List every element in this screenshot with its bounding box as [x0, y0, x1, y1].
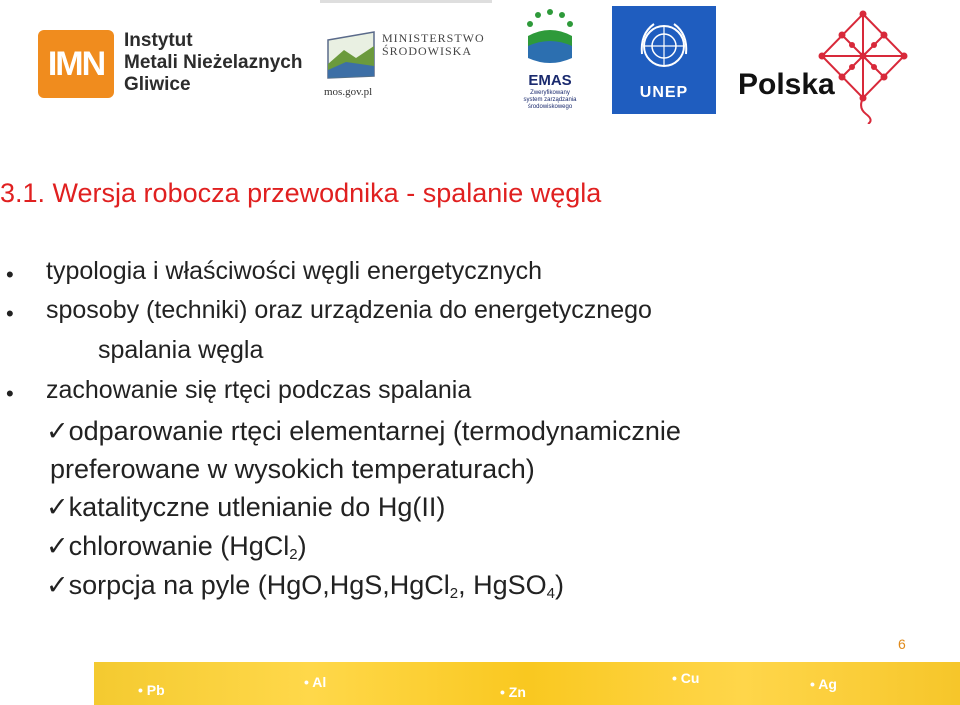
- element-label-zn: • Zn: [500, 684, 526, 700]
- element-ag-text: Ag: [818, 676, 837, 692]
- sorption-text: sorpcja na pyle (HgO,HgS,HgCl: [68, 570, 450, 600]
- ministry-name: [382, 32, 485, 58]
- ministry-url: mos.gov.pl: [324, 86, 373, 98]
- imn-line-3: Gliwice: [124, 74, 191, 95]
- ministry-line-2: ŚRODOWISKA: [382, 44, 473, 58]
- un-emblem-icon: [632, 14, 696, 78]
- imn-name: [124, 30, 302, 96]
- polska-kite-icon: [818, 10, 908, 124]
- checkmark-icon: ✓: [46, 492, 69, 523]
- imn-line-1: Instytut: [124, 30, 193, 51]
- emas-sub-line-1: Zweryfikowany: [530, 90, 570, 96]
- bullet-icon: •: [6, 381, 14, 406]
- sorption-suffix: ): [555, 570, 564, 600]
- footer-strip: [94, 662, 960, 705]
- page-number: 6: [898, 636, 906, 652]
- element-label-pb: • Pb: [138, 682, 165, 698]
- bullet-item-mercury-behaviour: zachowanie się rtęci podczas spalania: [46, 376, 472, 404]
- element-al-text: Al: [312, 674, 327, 690]
- emas-sub-line-3: środowiskowego: [527, 104, 573, 110]
- unep-label: UNEP: [639, 84, 689, 101]
- ministry-emblem-icon: [322, 26, 380, 84]
- bullet-item-combustion-methods: sposoby (techniki) oraz urządzenia do energetycznego: [46, 296, 652, 324]
- checkmark-icon: ✓: [46, 416, 69, 447]
- bullet-item-combustion-methods-cont: spalania węgla: [98, 336, 264, 364]
- imn-badge: IMN: [38, 30, 114, 98]
- polska-wordmark: Polska: [738, 68, 835, 101]
- chlorination-suffix: ): [297, 531, 307, 561]
- check-item-chlorination: [46, 531, 307, 562]
- element-label-al: • Al: [304, 674, 327, 690]
- check-item-vaporization: [46, 416, 681, 447]
- bullet-icon: •: [6, 262, 14, 287]
- check-item-vaporization-cont: preferowane w wysokich temperaturach): [50, 454, 535, 484]
- bullet-item-coal-types: typologia i właściwości węgli energetycznych: [46, 257, 543, 285]
- imn-logo: [38, 28, 318, 100]
- checkmark-icon: ✓: [46, 531, 69, 562]
- element-zn-text: Zn: [508, 684, 526, 700]
- check-item-sorption: [46, 570, 564, 601]
- emas-sub-line-2: system zarządzania: [523, 97, 577, 103]
- element-cu-text: Cu: [680, 670, 700, 686]
- unep-logo: [612, 6, 716, 114]
- emas-subtitle: [512, 90, 588, 111]
- element-label-cu: • Cu: [672, 670, 700, 686]
- ministry-logo: [320, 0, 492, 112]
- emas-emblem-icon: [518, 6, 582, 72]
- bullet-icon: •: [6, 301, 14, 326]
- check-item-oxidation-text: katalityczne utlenianie do Hg(II): [68, 492, 446, 522]
- slide-title: 3.1. Wersja robocza przewodnika - spalanie węgla: [0, 178, 602, 208]
- element-pb-text: Pb: [146, 682, 165, 698]
- chlorination-text: chlorowanie (HgCl: [68, 531, 290, 561]
- checkmark-icon: ✓: [46, 570, 69, 601]
- ministry-line-1: MINISTERSTWO: [382, 31, 485, 45]
- sorption-subscript-1: 2: [449, 585, 459, 602]
- chlorination-subscript: 2: [289, 546, 298, 563]
- sorption-mid: , HgSO: [458, 570, 547, 600]
- emas-label: EMAS: [528, 72, 572, 89]
- imn-line-2: Metali Nieżelaznych: [124, 52, 303, 73]
- sorption-subscript-2: 4: [546, 585, 555, 602]
- check-item-oxidation: [46, 492, 445, 523]
- check-item-vaporization-text: odparowanie rtęci elementarnej (termodynamicznie: [68, 416, 681, 446]
- element-label-ag: • Ag: [810, 676, 837, 692]
- emas-logo: [510, 6, 590, 118]
